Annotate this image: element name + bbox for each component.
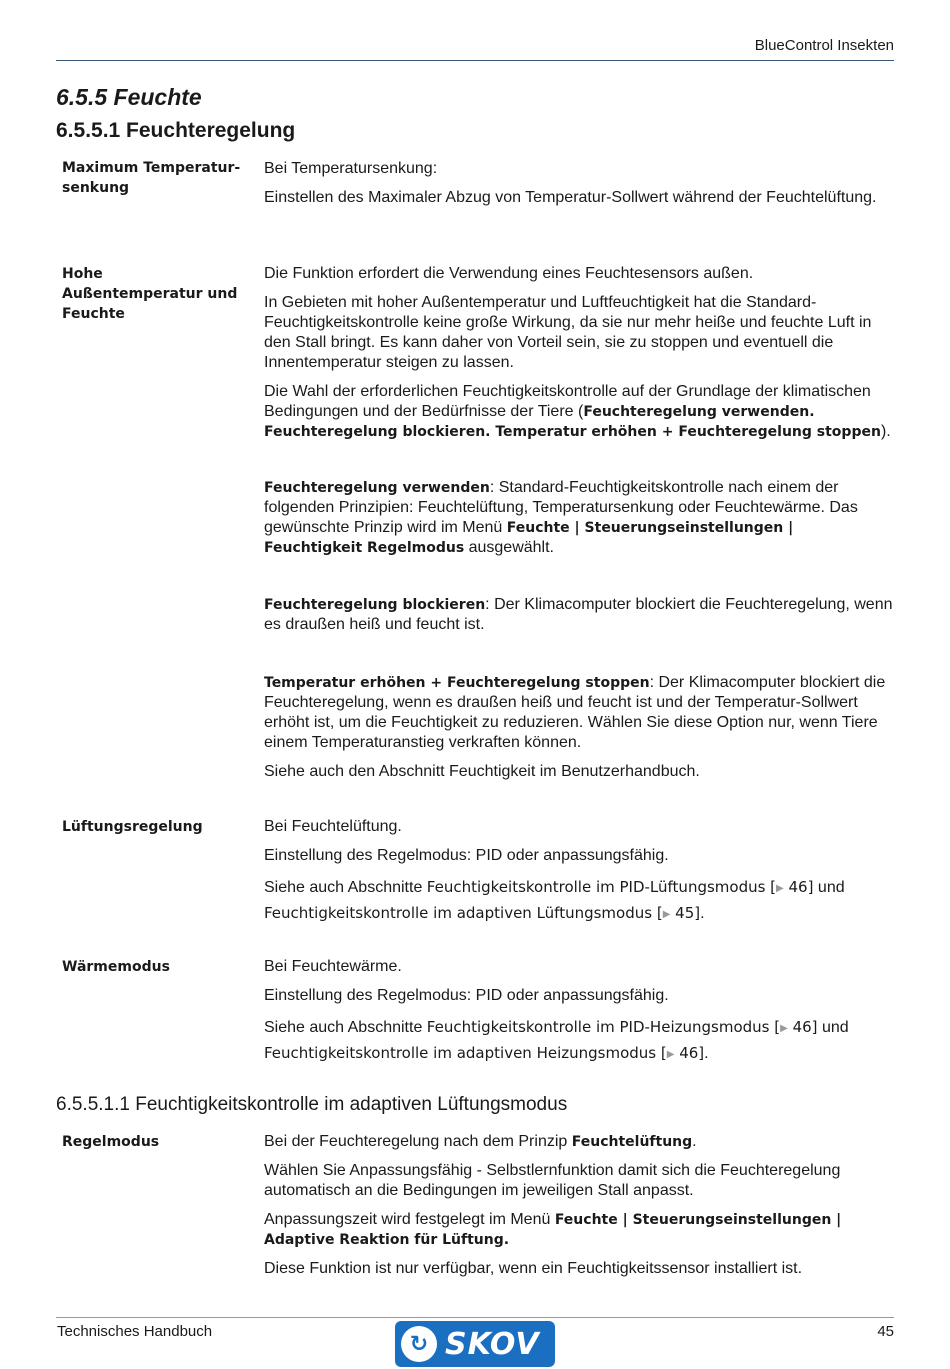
desc-paragraph: Einstellen des Maximaler Abzug von Temperatur-Sollwert während der Feuchtelüftung. (264, 189, 877, 206)
desc-paragraph: In Gebieten mit hoher Außentemperatur und Luftfeuchtigkeit hat die Standard-Feuchtigkeitskontrolle keine große Wirkung, da sie nur mehr heiße und feuchte Luft in den Stall bringt. Es kann daher von Vorteil sein, sie zu stoppen und eventuell die Innentemperatur steigen zu lassen. (264, 294, 872, 371)
desc-paragraph (264, 1132, 894, 1152)
param-label-regelmodus: Regelmodus (62, 1134, 160, 1150)
desc-text: Siehe auch Abschnitte (264, 1019, 427, 1036)
xref-text: Feuchtigkeitskontrolle im PID-Heizungsmodus [ (426, 1018, 781, 1036)
option-verwenden (264, 478, 894, 567)
option-name: Temperatur erhöhen + Feuchteregelung stoppen (264, 675, 650, 691)
desc-paragraph: Siehe auch den Abschnitt Feuchtigkeit im Benutzerhandbuch. (264, 763, 700, 780)
header-rule (56, 60, 894, 61)
cross-reference-link[interactable] (427, 1018, 818, 1036)
param-label-max-temp: Maximum Temperatur-senkung (62, 160, 241, 196)
desc-text: Bei der Feuchteregelung nach dem Prinzip (264, 1133, 572, 1150)
desc-paragraph (264, 1015, 894, 1067)
desc-text: : Der Klimacomputer blockiert die Feuchteregelung, wenn es draußen heiß und feucht ist. (264, 596, 893, 633)
menu-path: Feuchte | Steuerungseinstellungen | Adaptive Reaktion für Lüftung. (264, 1212, 842, 1248)
desc-paragraph: Einstellung des Regelmodus: PID oder anpassungsfähig. (264, 847, 669, 864)
footer-manual-title: Technisches Handbuch (57, 1323, 213, 1340)
arrow-right-icon: ▶ (780, 1023, 788, 1034)
option-blockieren (264, 595, 894, 644)
desc-text: Siehe auch Abschnitte (264, 879, 427, 896)
option-temp-erhoehen (264, 673, 894, 791)
arrow-right-icon: ▶ (666, 1049, 675, 1060)
page-number: 45 (877, 1323, 894, 1340)
footer-rule (56, 1317, 894, 1318)
xref-page: 46] (674, 1044, 705, 1062)
menu-path: Feuchte | Steuerungseinstellungen | Feuchtigkeit Regelmodus (264, 520, 794, 556)
xref-text: Feuchtigkeitskontrolle im adaptiven Heizungsmodus [ (264, 1044, 667, 1062)
param-desc-lueftung (264, 817, 894, 936)
subsubsection-heading: 6.5.5.1.1 Feuchtigkeitskontrolle im adaptiven Lüftungsmodus (56, 1094, 568, 1115)
desc-paragraph (264, 673, 894, 753)
desc-text: . (700, 905, 705, 922)
section-heading: 6.5.5 Feuchte (56, 84, 202, 110)
param-label-lueftung: Lüftungsregelung (62, 819, 203, 835)
xref-page: 45] (670, 904, 701, 922)
desc-paragraph (264, 875, 894, 927)
cross-reference-link[interactable] (264, 1044, 704, 1062)
desc-text: und (817, 1019, 849, 1036)
desc-paragraph (264, 595, 894, 635)
xref-text: Feuchtigkeitskontrolle im adaptiven Lüftungsmodus [ (264, 904, 663, 922)
desc-text: ausgewählt. (464, 539, 554, 556)
arrow-right-icon: ▶ (776, 883, 784, 894)
param-desc-hohe-temp (264, 264, 894, 451)
subsection-heading: 6.5.5.1 Feuchteregelung (56, 119, 296, 142)
menu-path: Feuchteregelung verwenden. Feuchteregelung blockieren. Temperatur erhöhen + Feuchteregelung stoppen (264, 404, 881, 440)
desc-text: : Standard-Feuchtigkeitskontrolle nach einem der folgenden Prinzipien: Feuchtelüftung, Temperatursenkung oder Feuchtewärme. Das gewünschte Prinzip wird im Menü (264, 479, 858, 536)
param-desc-max-temp (264, 159, 894, 217)
param-desc-waermemodus (264, 957, 894, 1076)
arrow-right-icon: ▶ (662, 909, 671, 920)
param-label-hohe-temp: Hohe Außentemperatur und Feuchte (62, 266, 238, 322)
desc-paragraph (264, 1210, 894, 1250)
desc-text: : Der Klimacomputer blockiert die Feuchteregelung, wenn es draußen heiß und feucht ist und der Temperatur-Sollwert erhöht ist, um die Feuchtigkeit zu reduzieren. Wählen Sie diese Option nur, wenn Tiere einem Temperaturanstieg verkraften können. (264, 674, 886, 751)
desc-paragraph: Einstellung des Regelmodus: PID oder anpassungsfähig. (264, 987, 669, 1004)
option-name: Feuchteregelung blockieren (264, 597, 486, 613)
cross-reference-link[interactable] (427, 878, 814, 896)
desc-paragraph: Bei Temperatursenkung: (264, 160, 438, 177)
xref-text: Feuchtigkeitskontrolle im PID-Lüftungsmodus [ (426, 878, 777, 896)
desc-paragraph: Wählen Sie Anpassungsfähig - Selbstlernfunktion damit sich die Feuchteregelung automatisch an die Bedingungen im jeweiligen Stall anpasst. (264, 1162, 841, 1199)
param-label-waermemodus: Wärmemodus (62, 959, 170, 975)
xref-page: 46] (783, 878, 814, 896)
desc-paragraph: Diese Funktion ist nur verfügbar, wenn ein Feuchtigkeitssensor installiert ist. (264, 1260, 803, 1277)
xref-page: 46] (787, 1018, 818, 1036)
desc-text: Die Wahl der erforderlichen Feuchtigkeitskontrolle auf der Grundlage der klimatischen Bedingungen und der Bedürfnisse der Tiere ( (264, 383, 871, 420)
cross-reference-link[interactable] (264, 904, 700, 922)
option-name: Feuchteregelung verwenden (264, 480, 490, 496)
skov-logo-text: SKOV (445, 1326, 540, 1362)
param-desc-regelmodus (264, 1132, 894, 1288)
desc-text: ). (880, 423, 891, 440)
desc-text: Anpassungszeit wird festgelegt im Menü (264, 1211, 555, 1228)
desc-paragraph: Bei Feuchtewärme. (264, 958, 402, 975)
option-name: Feuchtelüftung (571, 1134, 693, 1150)
desc-text: . (704, 1045, 709, 1062)
skov-logo (395, 1321, 555, 1367)
desc-paragraph (264, 382, 894, 442)
desc-text: und (813, 879, 845, 896)
desc-paragraph: Die Funktion erfordert die Verwendung eines Feuchtesensors außen. (264, 265, 754, 282)
desc-paragraph (264, 478, 894, 558)
skov-logo-icon: ↻ (401, 1326, 437, 1362)
page-header-title: BlueControl Insekten (754, 37, 894, 54)
desc-paragraph: Bei Feuchtelüftung. (264, 818, 402, 835)
desc-text: . (692, 1133, 697, 1150)
